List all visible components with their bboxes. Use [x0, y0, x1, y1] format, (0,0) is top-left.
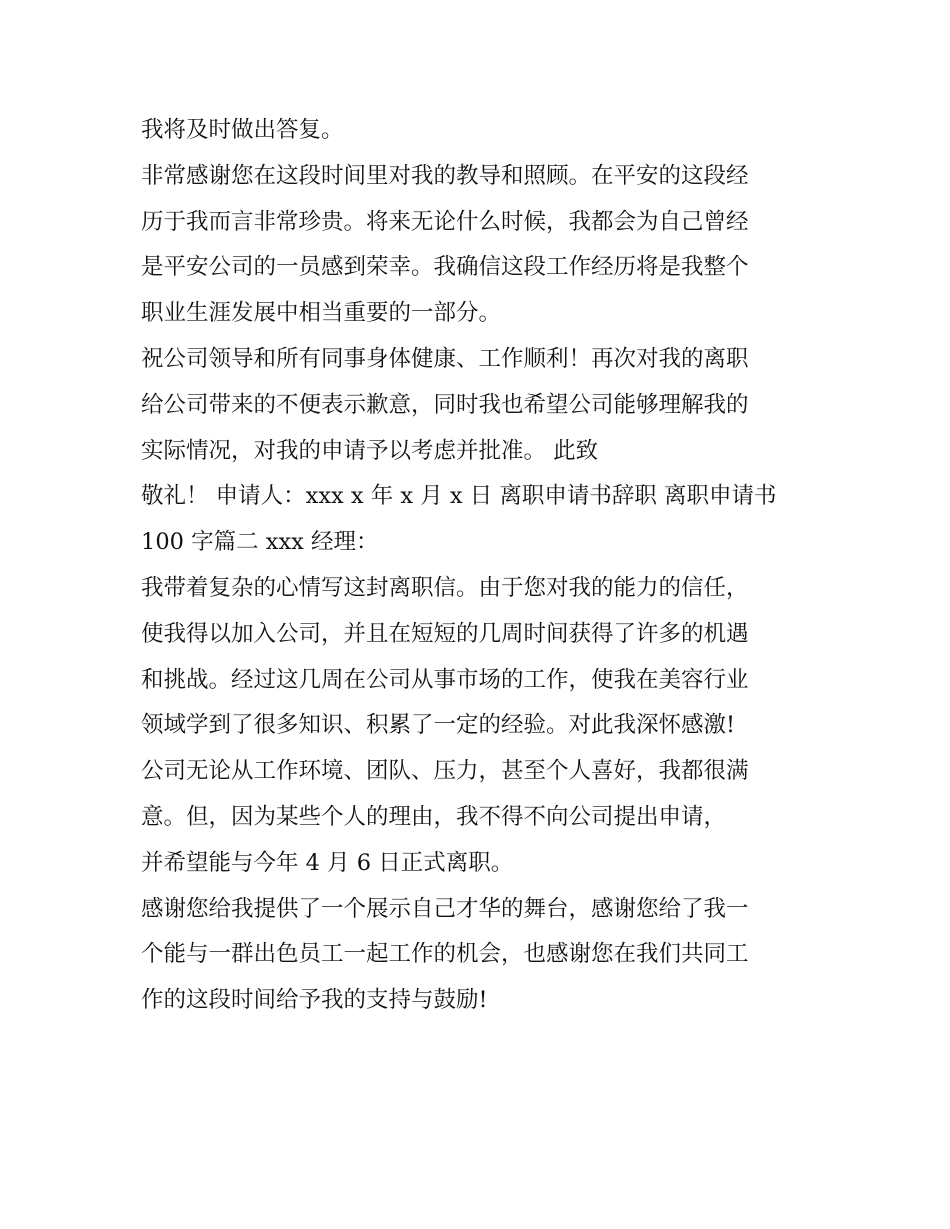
text-line: 我将及时做出答复。	[141, 117, 344, 143]
text-line: 职业生涯发展中相当重要的一部分。	[141, 300, 502, 327]
letter-body	[141, 108, 831, 1024]
text-line: 实际情况，对我的申请予以考虑并批准。 此致	[141, 437, 599, 464]
text-line: 100 字篇二 xxx 经理：	[141, 529, 379, 556]
text-line: 个能与一群出色员工一起工作的机会，也感谢您在我们共同工	[141, 941, 749, 968]
text-line: 非常感谢您在这段时间里对我的教导和照顾。在平安的这段经	[141, 162, 749, 189]
text-line: 领域学到了很多知识、积累了一定的经验。对此我深怀感激!	[141, 712, 736, 739]
text-line: 是平安公司的一员感到荣幸。我确信这段工作经历将是我整个	[141, 254, 749, 281]
text-line: 公司无论从工作环境、团队、压力，甚至个人喜好，我都很满	[141, 758, 749, 785]
text-line: 并希望能与今年 4 月 6 日正式离职。	[141, 849, 514, 876]
text-line: 意。但，因为某些个人的理由，我不得不向公司提出申请，	[141, 803, 727, 830]
text-line: 我带着复杂的心情写这封离职信。由于您对我的能力的信任，	[141, 574, 749, 601]
text-line: 作的这段时间给予我的支持与鼓励!	[141, 987, 488, 1014]
text-line: 历于我而言非常珍贵。将来无论什么时候，我都会为自己曾经	[141, 208, 749, 235]
text-line: 和挑战。经过这几周在公司从事市场的工作，使我在美容行业	[141, 666, 749, 693]
text-line: 祝公司领导和所有同事身体健康、工作顺利！再次对我的离职	[141, 345, 749, 372]
text-line: 使我得以加入公司，并且在短短的几周时间获得了许多的机遇	[141, 620, 749, 647]
text-line: 敬礼！ 申请人：xxx x 年 x 月 x 日 离职申请书辞职 离职申请书	[141, 483, 777, 510]
text-line: 给公司带来的不便表示歉意，同时我也希望公司能够理解我的	[141, 391, 749, 418]
text-line: 感谢您给我提供了一个展示自己才华的舞台，感谢您给了我一	[141, 895, 749, 922]
